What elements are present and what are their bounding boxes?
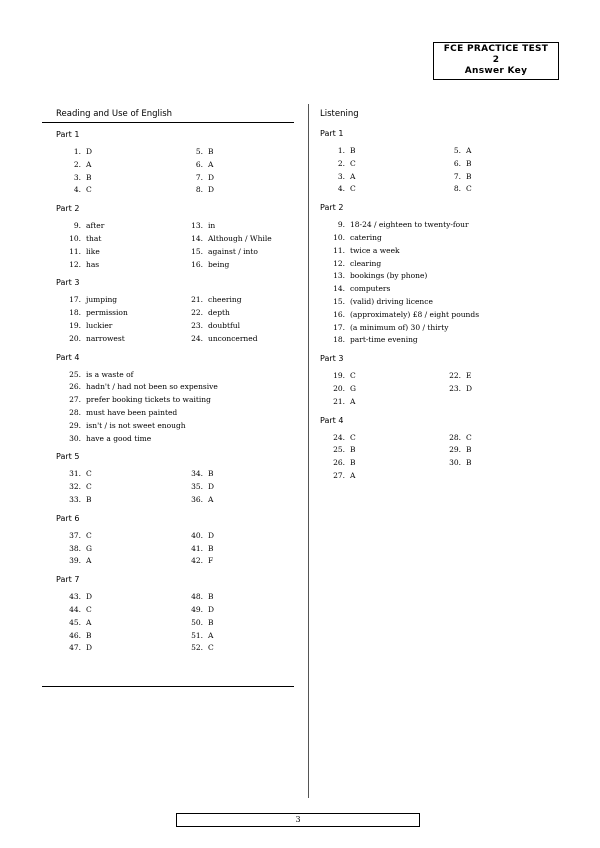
reading-part-2-answers — [42, 220, 294, 271]
answer-item — [56, 233, 178, 246]
answer-item — [320, 322, 560, 335]
answer-text: B — [466, 445, 472, 455]
question-number: 40. — [191, 530, 203, 540]
answer-text: A — [208, 630, 214, 640]
answer-text: prefer booking tickets to waiting — [86, 395, 211, 405]
answer-item — [56, 320, 178, 333]
answer-text: hadn't / had not been so expensive — [86, 382, 218, 392]
answer-text: B — [350, 146, 356, 155]
listening-part-4-answers — [320, 432, 560, 483]
question-number: 25. — [69, 369, 81, 379]
answer-item — [178, 333, 300, 346]
question-number: 26. — [69, 382, 81, 392]
answer-text: twice a week — [350, 245, 400, 255]
answer-text: A — [350, 396, 356, 406]
question-number: 10. — [69, 233, 81, 243]
question-number: 37. — [69, 530, 81, 540]
answer-text: B — [208, 617, 214, 627]
test-title: FCE PRACTICE TEST — [443, 44, 549, 54]
answer-text: D — [208, 530, 215, 540]
answer-text: D — [86, 643, 93, 653]
question-number: 8. — [453, 184, 461, 194]
answer-text: bookings (by phone) — [350, 271, 428, 281]
question-number: 35. — [191, 482, 203, 492]
answer-item — [56, 394, 294, 407]
answer-text: narrowest — [86, 333, 125, 343]
question-number: 29. — [69, 420, 81, 430]
answer-item — [178, 617, 300, 630]
answer-item — [178, 481, 300, 494]
answer-text: C — [466, 432, 472, 442]
answer-item — [436, 183, 552, 196]
answer-text: B — [350, 458, 356, 468]
answer-text: B — [466, 458, 472, 468]
answer-text: being — [208, 259, 230, 269]
answer-item — [320, 283, 560, 296]
question-number: 49. — [191, 604, 203, 614]
answer-item — [178, 233, 300, 246]
answer-text: unconcerned — [208, 333, 258, 343]
answer-text: cheering — [208, 295, 242, 305]
question-number: 3. — [337, 171, 345, 181]
question-number: 29. — [449, 445, 461, 455]
reading-part-2-heading: Part 2 — [56, 204, 80, 214]
question-number: 1. — [73, 147, 81, 156]
question-number: 44. — [69, 604, 81, 614]
listening-parts — [320, 129, 560, 483]
answer-text: must have been painted — [86, 407, 178, 417]
answer-text: depth — [208, 308, 230, 318]
answer-text: A — [86, 617, 92, 627]
answer-item — [320, 309, 560, 322]
answer-item — [178, 259, 300, 272]
answer-item — [178, 320, 300, 333]
question-number: 20. — [333, 383, 345, 393]
question-number: 47. — [69, 643, 81, 653]
answer-text: E — [466, 371, 472, 381]
answer-text: jumping — [86, 295, 118, 305]
answer-item — [178, 494, 300, 507]
question-number: 23. — [191, 320, 203, 330]
question-number: 15. — [333, 296, 345, 306]
answer-text: B — [208, 592, 214, 602]
answer-item — [320, 296, 560, 309]
answer-text: A — [86, 556, 92, 566]
question-number: 9. — [337, 220, 345, 230]
answer-text: B — [466, 171, 472, 181]
question-number: 30. — [449, 458, 461, 468]
answer-text: Although / While — [208, 233, 272, 243]
question-number: 22. — [449, 371, 461, 381]
answer-item — [320, 232, 560, 245]
question-number: 6. — [453, 158, 461, 168]
question-number: 39. — [69, 556, 81, 566]
answer-item — [178, 591, 300, 604]
answer-item — [178, 642, 300, 655]
answer-text: A — [208, 159, 214, 169]
answer-item — [56, 172, 178, 185]
question-number: 20. — [69, 333, 81, 343]
answer-text: 18-24 / eighteen to twenty-four — [350, 220, 469, 230]
question-number: 48. — [191, 592, 203, 602]
answer-item — [56, 294, 178, 307]
question-number: 18. — [69, 308, 81, 318]
answer-item — [56, 381, 294, 394]
answer-text: doubtful — [208, 320, 240, 330]
answer-item — [320, 171, 436, 184]
answer-item — [56, 369, 294, 382]
answer-text: that — [86, 233, 102, 243]
answer-text: C — [208, 643, 214, 653]
reading-part-6-heading: Part 6 — [56, 513, 80, 523]
answer-text: D — [208, 172, 215, 182]
answer-text: D — [86, 147, 93, 156]
question-number: 5. — [195, 147, 203, 156]
answer-item — [56, 468, 178, 481]
answer-text: D — [86, 592, 93, 602]
answer-item — [320, 145, 436, 158]
question-number: 4. — [337, 184, 345, 194]
answer-text: A — [466, 146, 472, 155]
answer-item — [56, 433, 294, 446]
question-number: 14. — [191, 233, 203, 243]
question-number: 27. — [69, 395, 81, 405]
question-number: 7. — [453, 171, 461, 181]
answer-item — [320, 383, 436, 396]
answer-text: D — [208, 604, 215, 614]
question-number: 36. — [191, 494, 203, 504]
question-number: 13. — [333, 271, 345, 281]
answer-item — [56, 494, 178, 507]
question-number: 51. — [191, 630, 203, 640]
answer-item — [436, 158, 552, 171]
question-number: 25. — [333, 445, 345, 455]
answer-text: G — [86, 543, 92, 553]
listening-part-4-heading: Part 4 — [320, 415, 344, 425]
answer-text: have a good time — [86, 433, 152, 443]
answer-item — [56, 420, 294, 433]
answer-text: B — [350, 445, 356, 455]
answer-text: C — [350, 371, 356, 381]
answer-text: luckier — [86, 320, 113, 330]
answer-item — [320, 158, 436, 171]
answer-text: A — [208, 494, 214, 504]
question-number: 28. — [69, 407, 81, 417]
answer-item — [178, 246, 300, 259]
answer-text: C — [86, 469, 92, 479]
question-number: 4. — [73, 185, 81, 195]
answer-item — [56, 146, 178, 159]
column-divider — [308, 104, 309, 798]
answer-item — [320, 270, 560, 283]
question-number: 28. — [449, 432, 461, 442]
answer-item — [320, 245, 560, 258]
test-title-box — [433, 42, 559, 80]
reading-parts — [42, 130, 294, 655]
question-number: 21. — [333, 396, 345, 406]
answer-text: C — [350, 158, 356, 168]
answer-item — [56, 184, 178, 197]
answer-text: D — [208, 185, 215, 195]
answer-item — [56, 246, 178, 259]
listening-part-3-answers — [320, 370, 560, 408]
question-number: 8. — [195, 185, 203, 195]
answer-item — [56, 591, 178, 604]
reading-part-4-heading: Part 4 — [56, 352, 80, 362]
question-number: 17. — [69, 295, 81, 305]
answer-item — [56, 159, 178, 172]
answer-item — [178, 220, 300, 233]
question-number: 16. — [333, 309, 345, 319]
answer-item — [56, 642, 178, 655]
answer-text: G — [350, 383, 356, 393]
answer-text: (a minimum of) 30 / thirty — [350, 322, 449, 332]
answer-text: clearing — [350, 258, 382, 268]
answer-text: has — [86, 259, 100, 269]
question-number: 34. — [191, 469, 203, 479]
question-number: 19. — [69, 320, 81, 330]
listening-section-title: Listening — [320, 109, 359, 119]
answer-item — [320, 396, 436, 409]
answer-item — [320, 219, 560, 232]
question-number: 7. — [195, 172, 203, 182]
answer-item — [178, 543, 300, 556]
listening-part-3-heading: Part 3 — [320, 354, 344, 364]
answer-item — [436, 145, 552, 158]
listening-part-1-answers — [320, 145, 560, 196]
answer-text: part-time evening — [350, 335, 418, 345]
answer-item — [178, 630, 300, 643]
question-number: 22. — [191, 308, 203, 318]
answer-item — [320, 444, 436, 457]
answer-item — [436, 171, 552, 184]
answer-text: (valid) driving licence — [350, 296, 433, 306]
question-number: 9. — [73, 221, 81, 231]
answer-item — [56, 617, 178, 630]
answer-item — [178, 307, 300, 320]
answer-item — [56, 481, 178, 494]
reading-part-5-heading: Part 5 — [56, 452, 80, 462]
answer-text: C — [86, 530, 92, 540]
reading-part-1-answers — [42, 146, 294, 197]
question-number: 42. — [191, 556, 203, 566]
reading-part-6-answers — [42, 530, 294, 568]
question-number: 33. — [69, 494, 81, 504]
question-number: 2. — [337, 158, 345, 168]
answer-text: B — [208, 469, 214, 479]
reading-bottom-rule — [42, 686, 294, 687]
question-number: 24. — [333, 432, 345, 442]
answer-item — [436, 444, 552, 457]
question-number: 12. — [69, 259, 81, 269]
answer-item — [436, 383, 552, 396]
answer-item — [320, 432, 436, 445]
answer-item — [178, 159, 300, 172]
answer-text: F — [208, 556, 214, 566]
answer-item — [56, 630, 178, 643]
answer-item — [436, 432, 552, 445]
question-number: 43. — [69, 592, 81, 602]
listening-part-2-heading: Part 2 — [320, 203, 344, 213]
answer-item — [178, 530, 300, 543]
reading-part-4-answers — [42, 369, 294, 446]
answer-item — [320, 457, 436, 470]
question-number: 12. — [333, 258, 345, 268]
answer-text: after — [86, 221, 105, 231]
question-number: 32. — [69, 482, 81, 492]
answer-item — [178, 468, 300, 481]
answer-text: A — [350, 171, 356, 181]
answer-key-label: Answer Key — [464, 66, 528, 76]
answer-text: (approximately) £8 / eight pounds — [350, 309, 480, 319]
answer-text: C — [86, 604, 92, 614]
answer-text: B — [208, 543, 214, 553]
answer-text: like — [86, 246, 100, 256]
test-number: 2 — [492, 55, 500, 65]
answer-text: permission — [86, 308, 128, 318]
answer-text: C — [350, 432, 356, 442]
answer-text: isn't / is not sweet enough — [86, 420, 186, 430]
question-number: 17. — [333, 322, 345, 332]
reading-title-rule — [42, 122, 294, 123]
answer-item — [56, 307, 178, 320]
answer-item — [320, 470, 436, 483]
answer-text: C — [350, 184, 356, 194]
answer-item — [178, 294, 300, 307]
page-number-box — [176, 813, 420, 827]
question-number: 38. — [69, 543, 81, 553]
answer-item — [56, 259, 178, 272]
answer-text: against / into — [208, 246, 258, 256]
answer-item — [178, 172, 300, 185]
answer-text: C — [86, 185, 92, 195]
question-number: 26. — [333, 458, 345, 468]
answer-item — [178, 146, 300, 159]
listening-part-1-heading: Part 1 — [320, 129, 344, 138]
answer-item — [320, 258, 560, 271]
answer-item — [178, 184, 300, 197]
page-number: 3 — [295, 815, 301, 824]
answer-item — [56, 604, 178, 617]
question-number: 41. — [191, 543, 203, 553]
answer-text: D — [208, 482, 215, 492]
listening-part-2-answers — [320, 219, 560, 347]
question-number: 3. — [73, 172, 81, 182]
answer-text: B — [86, 172, 92, 182]
answer-item — [56, 555, 178, 568]
question-number: 30. — [69, 433, 81, 443]
answer-text: C — [466, 184, 472, 194]
question-number: 24. — [191, 333, 203, 343]
answer-item — [56, 220, 178, 233]
question-number: 1. — [337, 146, 345, 155]
question-number: 50. — [191, 617, 203, 627]
question-number: 23. — [449, 383, 461, 393]
question-number: 27. — [333, 470, 345, 480]
reading-part-1-heading: Part 1 — [56, 130, 80, 139]
answer-item — [320, 370, 436, 383]
answer-text: A — [350, 470, 356, 480]
question-number: 31. — [69, 469, 81, 479]
question-number: 18. — [333, 335, 345, 345]
answer-text: D — [466, 383, 473, 393]
reading-part-3-answers — [42, 294, 294, 345]
answer-text: C — [86, 482, 92, 492]
question-number: 21. — [191, 295, 203, 305]
answer-text: B — [86, 630, 92, 640]
question-number: 46. — [69, 630, 81, 640]
answer-item — [436, 370, 552, 383]
question-number: 14. — [333, 284, 345, 294]
answer-text: in — [208, 221, 216, 231]
answer-item — [320, 183, 436, 196]
answer-text: B — [466, 158, 472, 168]
reading-part-5-answers — [42, 468, 294, 506]
answer-item — [436, 457, 552, 470]
question-number: 45. — [69, 617, 81, 627]
reading-section-title: Reading and Use of English — [56, 109, 173, 119]
answer-text: A — [86, 159, 92, 169]
reading-part-3-heading: Part 3 — [56, 278, 80, 288]
answer-text: catering — [350, 232, 382, 242]
answer-text: computers — [350, 284, 391, 294]
question-number: 5. — [453, 146, 461, 155]
question-number: 16. — [191, 259, 203, 269]
answer-item — [56, 407, 294, 420]
reading-part-7-answers — [42, 591, 294, 655]
question-number: 15. — [191, 246, 203, 256]
question-number: 2. — [73, 159, 81, 169]
answer-text: B — [208, 147, 214, 156]
answer-item — [178, 604, 300, 617]
question-number: 13. — [191, 221, 203, 231]
question-number: 52. — [191, 643, 203, 653]
answer-text: is a waste of — [86, 369, 134, 379]
question-number: 10. — [333, 232, 345, 242]
reading-part-7-heading: Part 7 — [56, 575, 80, 585]
answer-item — [56, 333, 178, 346]
answer-text: B — [86, 494, 92, 504]
reading-column — [42, 106, 294, 655]
question-number: 6. — [195, 159, 203, 169]
question-number: 11. — [69, 246, 81, 256]
answer-item — [56, 530, 178, 543]
question-number: 11. — [333, 245, 345, 255]
answer-item — [178, 555, 300, 568]
listening-column — [320, 106, 560, 483]
answer-item — [320, 334, 560, 347]
answer-item — [56, 543, 178, 556]
question-number: 19. — [333, 371, 345, 381]
